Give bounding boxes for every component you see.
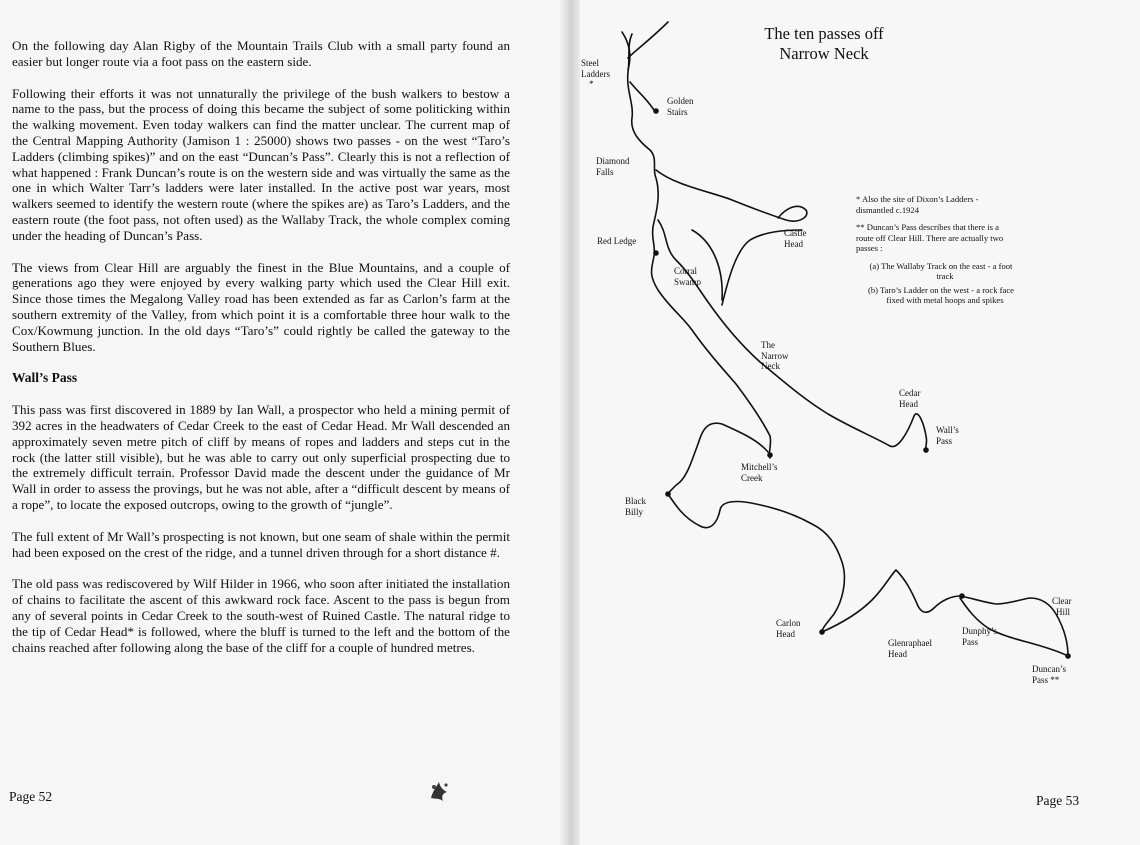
label-line: Swamp	[674, 276, 701, 287]
label-line: Pass	[936, 435, 953, 446]
label-glenraphael-head	[888, 638, 932, 659]
paragraph-5: The full extent of Mr Wall’s prospecting is not known, but one seam of shale within the permit had been exposed on the crest of the ridge, and a tunnel driven through for a short distance #.	[12, 528, 510, 560]
map-title-line-1: The ten passes off	[764, 24, 884, 43]
label-line: Black	[625, 496, 646, 506]
label-dunphys-pass	[962, 626, 997, 647]
label-steel-ladders	[581, 58, 610, 90]
label-line: Clear	[1052, 596, 1072, 606]
paragraph-3: The views from Clear Hill are arguably the finest in the Blue Mountains, and a couple of generations ago they were enjoyed by every walking party which used the Clear Hill exit. Since those times the Megalong Valley road has been extended as far as Carlon’s farm at the southern extremity of the Valley, from which point it is a comfortable three hour walk to the Cox/Kowmung junction. In the old days “Taro’s” could rightly be called the gateway to the Southern Blues.	[12, 259, 510, 354]
label-line: Mitchell’s	[741, 462, 778, 472]
label-line: Stairs	[667, 106, 688, 117]
note-wallaby-track: (a) The Wallaby Track on the east - a foot track	[869, 260, 1013, 281]
page-number-left: Page 52	[9, 789, 53, 804]
label-line: Falls	[596, 166, 614, 177]
label-line: Pass **	[1032, 674, 1060, 685]
label-line: *	[589, 79, 594, 89]
label-line: Carlon	[776, 618, 801, 628]
label-line: Head	[888, 648, 907, 659]
label-mitchells-creek	[741, 462, 778, 483]
label-duncans-pass	[1032, 664, 1066, 685]
label-line: Dunphy’s	[962, 626, 998, 636]
label-black-billy	[625, 496, 646, 517]
ornament-icon	[425, 778, 453, 804]
label-line: Billy	[625, 506, 644, 517]
paragraph-2: Following their efforts it was not unnaturally the privilege of the bush walkers to bestow a name to the pass, but the process of doing this became the subject of some politicking within the walking movement. Even today walkers can find the matter unclear. The current map of the Central Mapping Authority (Jamison 1 : 25000) shows two passes - on the west “Taro’s Ladders (climbing spikes)” and on the east “Duncan’s Pass”. Clearly this is not a reflection of what happened : Frank Duncan’s route is on the western side and was virtually the same as the one in which Walter Tarr’s ladders were later installed. In the active post war years, most walkers seemed to identify the western route (where the spikes are) as Taro’s Ladders, and the eastern route (the foot pass, not often used) as the Wallaby Track, the whole complex coming under the heading of Duncan’s Pass.	[12, 85, 510, 243]
paragraph-4: This pass was first discovered in 1889 by Ian Wall, a prospector who held a mining permit of 392 acres in the headwaters of Cedar Creek to the east of Cedar Head. Mr Wall descended an approximately seven metre pitch of cliff by means of ropes and ladders and steps cut in the rock (the latter still visible), but he was able to carry out only superficial prospecting due to the extremely difficult terrain. Professor David made the descent under the guidance of Mr Wall in order to assess the provings, but he was not able, after a “difficult descent by means of a rope”, to locate the exposed outcrops, owing to the growth of “jungle”.	[12, 402, 510, 512]
label-cedar-head	[899, 388, 921, 409]
label-line: Cedar	[899, 388, 921, 398]
label-line: The	[761, 340, 775, 350]
label-line: Head	[776, 628, 795, 639]
label-castle-head	[784, 228, 807, 249]
label-corral-swamp	[674, 266, 701, 287]
label-diamond-falls	[596, 156, 630, 177]
label-line: Wall’s	[936, 425, 959, 435]
label-line: Steel	[581, 58, 599, 68]
label-walls-pass	[936, 425, 959, 446]
label-line: Golden	[667, 96, 694, 106]
label-red-ledge: Red Ledge	[597, 236, 637, 246]
label-line: Narrow	[761, 350, 789, 361]
paragraph-1: On the following day Alan Rigby of the Mountain Trails Club with a small party found an easier but longer route via a foot pass on the eastern side.	[12, 38, 510, 69]
note-taros-ladder: (b) Taro’s Ladder on the west - a rock face fixed with metal hoops and spikes	[868, 284, 1014, 305]
label-clear-hill	[1052, 596, 1072, 617]
page-number-right: Page 53	[1036, 793, 1080, 808]
map-title-line-2: Narrow Neck	[779, 44, 869, 63]
label-golden-stairs	[667, 96, 694, 117]
note-duncans-pass: ** Duncan’s Pass describes that there is a route off Clear Hill. There are actually two passes :	[856, 222, 1004, 253]
paragraph-6: The old pass was rediscovered by Wilf Hilder in 1966, who soon after initiated the installation of chains to facilitate the ascent of this awkward rock face. Ascent to the pass is begun from any of several points in Cedar Creek to the south-west of Ruined Castle. The natural ridge to the tip of Cedar Head* is followed, where the bluff is turned to the left and the bottom of the chains reached after following along the base of the cliff for a couple of hundred metres.	[12, 576, 510, 655]
map-title	[742, 24, 906, 64]
label-line: Head	[784, 238, 803, 249]
label-carlon-head	[776, 618, 801, 639]
note-dixons-ladders: * Also the site of Dixon’s Ladders - dismantled c.1924	[856, 194, 979, 215]
label-line: Pass	[962, 636, 979, 647]
map-notes	[856, 194, 1016, 309]
label-line: Castle	[784, 228, 807, 238]
label-line: Duncan’s	[1032, 664, 1066, 674]
label-line: Head	[899, 398, 918, 409]
left-text-column	[12, 38, 510, 671]
label-line: Ladders	[581, 68, 610, 79]
passes-map	[572, 0, 1140, 845]
label-line: Diamond	[596, 156, 630, 166]
label-line: Corral	[674, 266, 697, 276]
label-line: Creek	[741, 472, 763, 483]
label-line: Hill	[1056, 606, 1071, 617]
label-line: Glenraphael	[888, 638, 932, 648]
label-line: Neck	[761, 361, 780, 371]
section-heading: Wall’s Pass	[12, 370, 78, 386]
label-narrow-neck	[761, 340, 789, 372]
